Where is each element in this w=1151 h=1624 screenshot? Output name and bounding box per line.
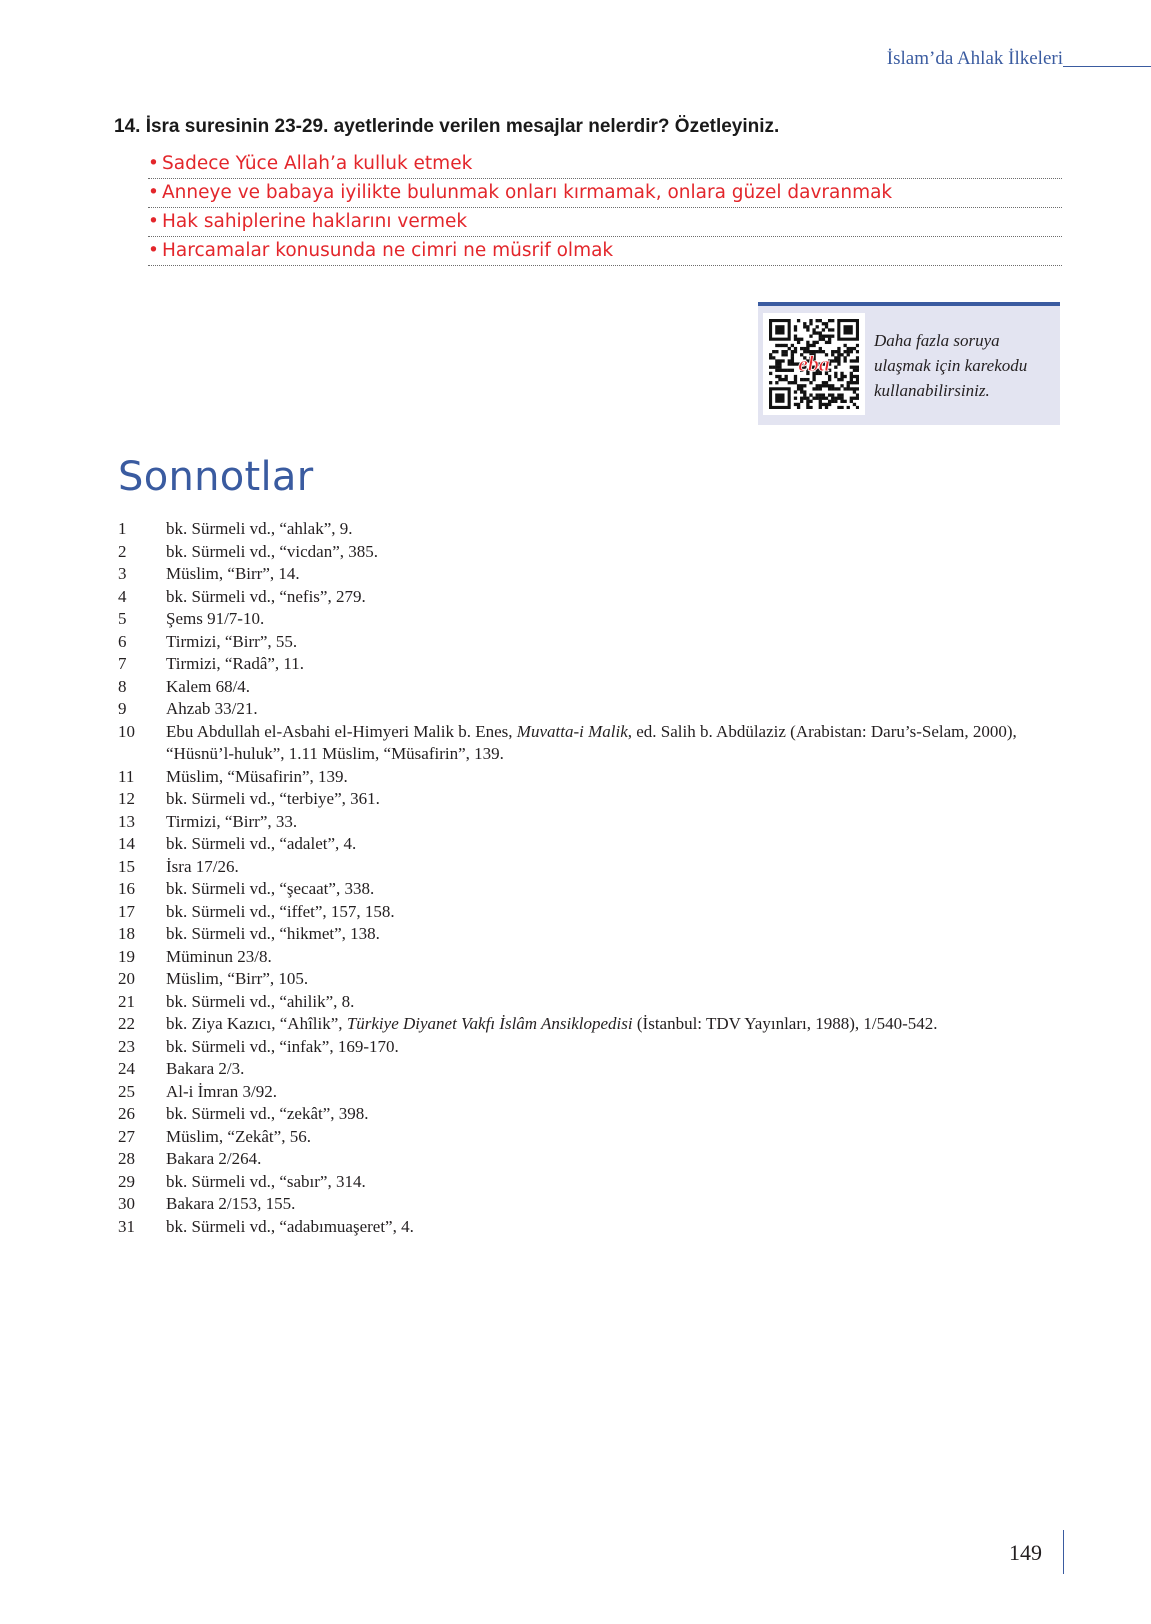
endnote-item bbox=[118, 563, 1058, 586]
endnotes-list bbox=[118, 518, 1058, 1238]
endnote-number: 1 bbox=[118, 519, 127, 538]
endnote-item bbox=[118, 676, 1058, 699]
endnote-number: 3 bbox=[118, 564, 127, 583]
endnote-item bbox=[118, 1126, 1058, 1149]
endnote-item bbox=[118, 608, 1058, 631]
endnote-number: 23 bbox=[118, 1036, 135, 1056]
endnote-text: Müslim, “Birr”, 14. bbox=[166, 564, 300, 583]
endnote-text: bk. Sürmeli vd., “ahlak”, 9. bbox=[166, 519, 353, 538]
endnote-text: Tirmizi, “Birr”, 33. bbox=[166, 811, 298, 831]
endnote-item bbox=[118, 653, 1058, 676]
bullet-icon: • bbox=[148, 211, 159, 232]
question-text: 14. İsra suresinin 23-29. ayetlerinde verilen mesajlar nelerdir? Özetleyiniz. bbox=[114, 116, 780, 137]
endnote-number: 9 bbox=[118, 699, 127, 718]
endnote-number: 12 bbox=[118, 789, 135, 808]
endnote-text: Şems 91/7-10. bbox=[166, 609, 265, 628]
endnote-number: 2 bbox=[118, 541, 127, 561]
endnote-text: bk. Sürmeli vd., “vicdan”, 385. bbox=[166, 541, 378, 561]
endnote-text: Müslim, “Müsafirin”, 139. bbox=[166, 766, 348, 786]
endnote-number: 15 bbox=[118, 856, 135, 876]
endnote-item bbox=[118, 631, 1058, 654]
endnote-number: 21 bbox=[118, 991, 135, 1011]
endnote-number: 29 bbox=[118, 1171, 135, 1191]
header-rule bbox=[1063, 66, 1151, 67]
endnote-item bbox=[118, 811, 1058, 834]
bullet-icon: • bbox=[148, 153, 159, 174]
endnote-item bbox=[118, 698, 1058, 721]
endnote-item bbox=[118, 878, 1058, 901]
endnote-text: bk. Sürmeli vd., “ahilik”, 8. bbox=[166, 991, 355, 1011]
page-number-rule bbox=[1063, 1530, 1064, 1574]
endnote-item bbox=[118, 923, 1058, 946]
qr-code[interactable] bbox=[763, 313, 865, 415]
endnote-text: bk. Sürmeli vd., “infak”, 169-170. bbox=[166, 1036, 399, 1056]
endnote-text: Bakara 2/264. bbox=[166, 1149, 262, 1168]
endnote-text: Müminun 23/8. bbox=[166, 946, 272, 966]
endnote-text: bk. Sürmeli vd., “adabımuaşeret”, 4. bbox=[166, 1216, 414, 1236]
endnote-item bbox=[118, 1148, 1058, 1171]
endnote-item bbox=[118, 721, 1058, 766]
endnote-text: Tirmizi, “Radâ”, 11. bbox=[166, 654, 305, 673]
endnote-item bbox=[118, 1171, 1058, 1194]
endnote-item bbox=[118, 946, 1058, 969]
endnote-text: Ahzab 33/21. bbox=[166, 699, 258, 718]
endnote-text: bk. Ziya Kazıcı, “Ahîlik”, Türkiye Diyanet Vakfı İslâm Ansiklopedisi (İstanbul: TDV Yayınları, 1988), 1/540-542. bbox=[166, 1014, 938, 1033]
endnote-number: 18 bbox=[118, 924, 135, 943]
endnote-number: 7 bbox=[118, 654, 127, 673]
endnote-italic-title: Türkiye Diyanet Vakfı İslâm Ansiklopedisi bbox=[346, 1014, 633, 1033]
endnote-item bbox=[118, 1193, 1058, 1216]
endnote-text: Kalem 68/4. bbox=[166, 676, 251, 696]
endnote-number: 14 bbox=[118, 834, 135, 853]
answer-item: • Anneye ve babaya iyilikte bulunmak onları kırmamak, onlara güzel davranmak bbox=[148, 179, 1062, 208]
endnote-item bbox=[118, 991, 1058, 1014]
endnote-number: 19 bbox=[118, 946, 135, 966]
qr-caption: Daha fazla soruya ulaşmak için karekodu kullanabilirsiniz. bbox=[874, 331, 1028, 400]
endnote-text: bk. Sürmeli vd., “terbiye”, 361. bbox=[166, 789, 380, 808]
endnote-item bbox=[118, 766, 1058, 789]
endnote-text: bk. Sürmeli vd., “şecaat”, 338. bbox=[166, 879, 375, 898]
endnote-text: Tirmizi, “Birr”, 55. bbox=[166, 631, 298, 651]
endnote-number: 22 bbox=[118, 1014, 135, 1033]
endnote-item bbox=[118, 1103, 1058, 1126]
page-number: 149 bbox=[1009, 1540, 1042, 1565]
endnote-number: 24 bbox=[118, 1059, 135, 1078]
endnote-number: 5 bbox=[118, 609, 127, 628]
endnote-text: Bakara 2/153, 155. bbox=[166, 1194, 296, 1213]
answer-item: • Sadece Yüce Allah’a kulluk etmek bbox=[148, 150, 1062, 179]
endnote-text: bk. Sürmeli vd., “adalet”, 4. bbox=[166, 834, 357, 853]
endnote-text: bk. Sürmeli vd., “sabır”, 314. bbox=[166, 1171, 366, 1191]
endnote-item bbox=[118, 1036, 1058, 1059]
endnote-number: 16 bbox=[118, 879, 135, 898]
qr-code-icon bbox=[769, 319, 859, 409]
endnote-text: İsra 17/26. bbox=[166, 856, 239, 876]
bullet-icon: • bbox=[148, 240, 159, 261]
endnote-number: 30 bbox=[118, 1194, 135, 1213]
endnote-number: 6 bbox=[118, 631, 127, 651]
answer-list bbox=[148, 150, 1062, 266]
endnote-item bbox=[118, 541, 1058, 564]
endnote-text: bk. Sürmeli vd., “hikmet”, 138. bbox=[166, 924, 380, 943]
endnote-text: Bakara 2/3. bbox=[166, 1059, 245, 1078]
endnote-number: 20 bbox=[118, 969, 135, 988]
endnote-number: 17 bbox=[118, 901, 135, 921]
endnote-number: 8 bbox=[118, 676, 127, 696]
endnote-number: 4 bbox=[118, 586, 127, 606]
endnote-item bbox=[118, 968, 1058, 991]
endnote-item bbox=[118, 1216, 1058, 1239]
endnote-item bbox=[118, 1058, 1058, 1081]
endnote-text: bk. Sürmeli vd., “zekât”, 398. bbox=[166, 1104, 369, 1123]
endnote-number: 26 bbox=[118, 1104, 135, 1123]
endnote-text: bk. Sürmeli vd., “iffet”, 157, 158. bbox=[166, 901, 395, 921]
endnote-number: 25 bbox=[118, 1081, 135, 1101]
endnote-text: Ebu Abdullah el-Asbahi el-Himyeri Malik b. Enes, Muvatta-i Malik, ed. Salih b. Abdülaziz (Arabistan: Daru’s-Selam, 2000), “Hüsnü’l-huluk”, 1.11 Müslim, “Müsafirin”, 139. bbox=[166, 721, 1017, 763]
endnote-item bbox=[118, 788, 1058, 811]
endnote-number: 11 bbox=[118, 766, 135, 786]
endnote-item bbox=[118, 901, 1058, 924]
section-title: Sonnotlar bbox=[118, 454, 314, 500]
endnote-item bbox=[118, 833, 1058, 856]
endnote-text: Al-i İmran 3/92. bbox=[166, 1081, 277, 1101]
eba-logo: eba bbox=[798, 351, 830, 376]
endnote-text: Müslim, “Birr”, 105. bbox=[166, 969, 309, 988]
endnote-number: 31 bbox=[118, 1216, 135, 1236]
endnote-number: 13 bbox=[118, 811, 135, 831]
answer-item: • Harcamalar konusunda ne cimri ne müsrif olmak bbox=[148, 237, 1062, 266]
endnote-number: 27 bbox=[118, 1126, 135, 1146]
endnote-item bbox=[118, 1081, 1058, 1104]
endnote-item bbox=[118, 1013, 1058, 1036]
endnote-number: 28 bbox=[118, 1149, 135, 1168]
qr-info-box bbox=[758, 302, 1060, 425]
running-header: İslam’da Ahlak İlkeleri bbox=[886, 48, 1063, 69]
endnote-item bbox=[118, 856, 1058, 879]
endnote-item bbox=[118, 518, 1058, 541]
endnote-text: bk. Sürmeli vd., “nefis”, 279. bbox=[166, 586, 366, 606]
bullet-icon: • bbox=[148, 182, 159, 203]
endnote-italic-title: Muvatta-i Malik bbox=[516, 721, 628, 741]
endnote-text: Müslim, “Zekât”, 56. bbox=[166, 1126, 311, 1146]
answer-item: • Hak sahiplerine haklarını vermek bbox=[148, 208, 1062, 237]
endnote-item bbox=[118, 586, 1058, 609]
endnote-number: 10 bbox=[118, 721, 135, 741]
